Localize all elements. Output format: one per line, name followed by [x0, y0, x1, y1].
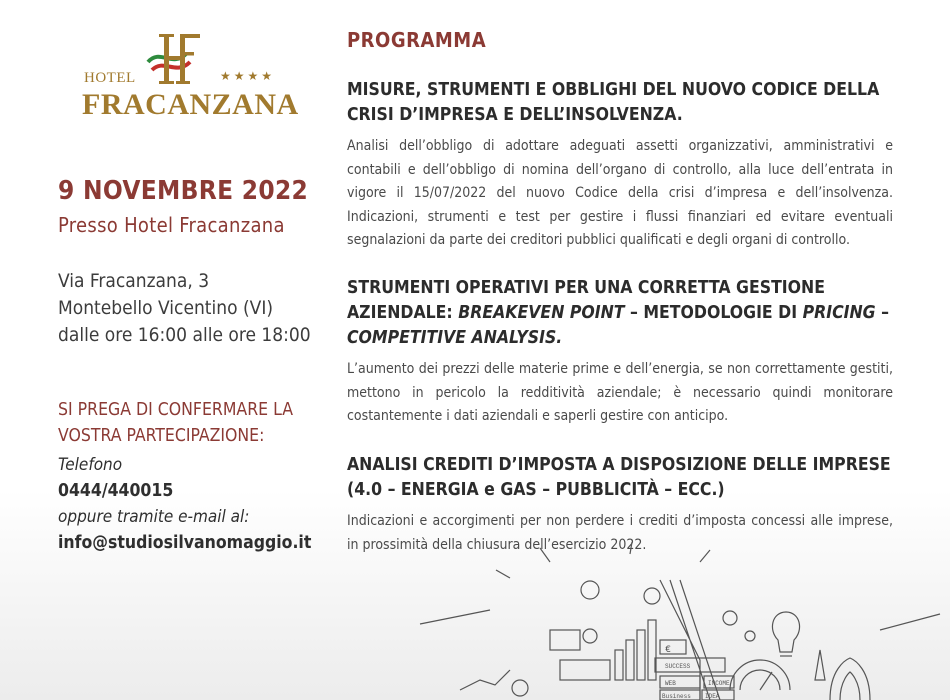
section-3-title-line-1: ANALISI CREDITI D’IMPOSTA A DISPOSIZIONE DELLE IMPRESE: [347, 455, 891, 475]
section-2-title: [347, 276, 893, 351]
logo-hotel-name: FRACANZANA: [82, 88, 299, 121]
illus-label-income: INCOME: [708, 680, 730, 687]
section-2-title-italic-3: COMPETITIVE ANALYSIS.: [347, 328, 563, 348]
event-time: dalle ore 16:00 alle ore 18:00: [58, 324, 311, 346]
rsvp-request: [58, 397, 293, 449]
section-2-title-part-2: – METODOLOGIE DI: [624, 303, 803, 323]
section-1-title: MISURE, STRUMENTI E OBBLIGHI DEL NUOVO CODICE DELLA CRISI D’IMPRESA E DELL’INSOLVENZA.: [347, 80, 880, 125]
event-date: 9 NOVEMBRE 2022: [58, 176, 309, 206]
email-address[interactable]: info@studiosilvanomaggio.it: [58, 533, 312, 553]
section-2-title-part-3: –: [875, 303, 889, 323]
illus-label-business: Business: [662, 693, 691, 700]
logo-hotel-label: HOTEL: [84, 70, 136, 86]
address-city: Montebello Vicentino (VI): [58, 297, 274, 319]
rsvp-line-2: VOSTRA PARTECIPAZIONE:: [58, 426, 265, 446]
section-2-title-italic-2: PRICING: [802, 303, 876, 323]
rsvp-contacts: [58, 452, 311, 556]
event-venue: Presso Hotel Fracanzana: [58, 213, 285, 237]
section-3-title: [347, 453, 893, 503]
rsvp-line-1: SI PREGA DI CONFERMARE LA: [58, 400, 294, 420]
phone-number[interactable]: 0444/440015: [58, 481, 174, 501]
hotel-logo: [82, 28, 299, 128]
program-section-2: [347, 276, 893, 429]
illus-label-euro: €: [665, 645, 672, 656]
section-2-body: L’aumento dei prezzi delle materie prime e dell’energia, se non correttamente gestiti, mettono in pericolo la redditività aziendale; è necessario quindi monitorare costantemente i dati aziendali e saperli gestire con anticipo.: [347, 361, 893, 424]
program-section-1: [347, 78, 893, 253]
section-2-title-italic-1: BREAKEVEN POINT: [458, 303, 625, 323]
logo-stars: ★★★★: [220, 69, 276, 83]
illus-label-web: WEB: [665, 680, 676, 687]
hotel-monogram-icon: [142, 28, 212, 88]
event-address: [58, 268, 311, 349]
section-3-body: Indicazioni e accorgimenti per non perdere i crediti d’imposta concessi alle imprese, in prossimità della chiusura dell’esercizio 2022.: [347, 513, 893, 553]
illus-label-success: SUCCESS: [665, 663, 691, 670]
address-street: Via Fracanzana, 3: [58, 270, 210, 292]
email-label: oppure tramite e-mail al:: [58, 507, 250, 527]
illus-label-idea: IDEA: [705, 693, 720, 700]
business-idea-illustration: [400, 540, 950, 700]
section-2-title-part-1: STRUMENTI OPERATIVI PER UNA CORRETTA GESTIONE AZIENDALE:: [347, 278, 825, 323]
section-3-title-line-2: (4.0 – ENERGIA e GAS – PUBBLICITÀ – ECC.): [347, 480, 725, 500]
programma-heading: PROGRAMMA: [347, 28, 487, 52]
phone-label: Telefono: [58, 455, 123, 475]
section-1-body: Analisi dell’obbligo di adottare adeguati assetti organizzativi, amministrativi e contabili e dell’obbligo di nomina dell’organo di controllo, alla luce dell’entrata in vigore il 15/07/2022 del nuovo Codice della crisi d’impresa e dell’insolvenza. Indicazioni, strumenti e test per gestire i flussi finanziari ed evitare eventuali segnalazioni da parte dei creditori pubblici qualificati e degli organi di controllo.: [347, 138, 893, 248]
